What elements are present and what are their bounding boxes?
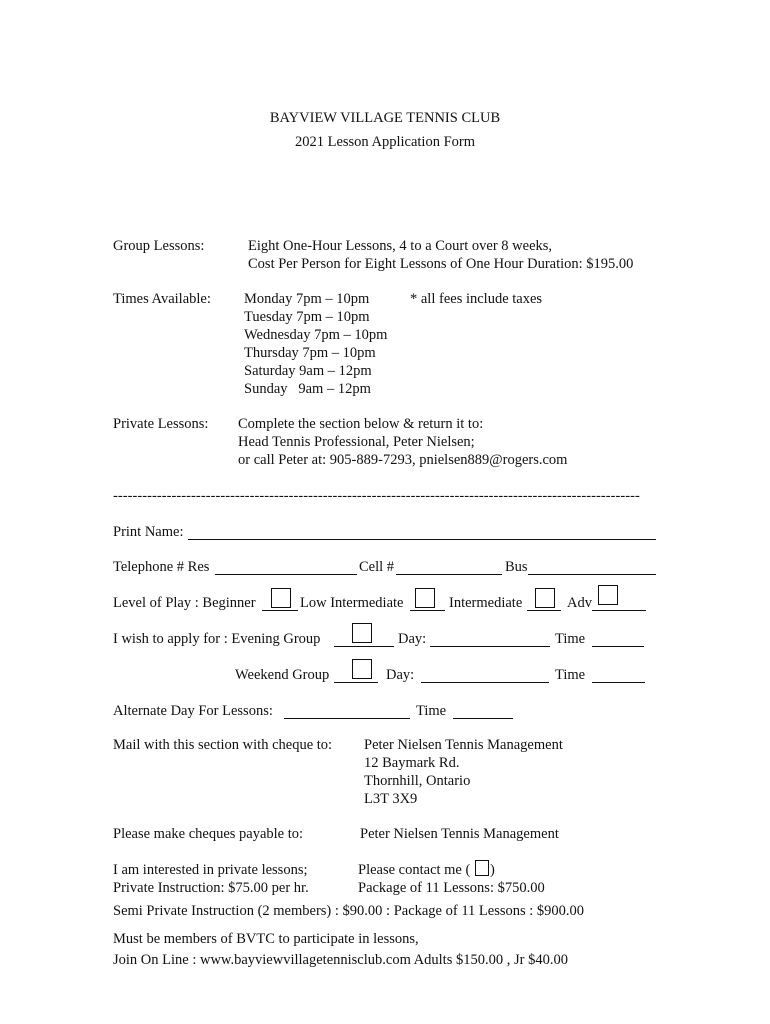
alternate-day-field[interactable] [284,718,410,719]
weekend-time-field[interactable] [592,682,645,683]
telephone-res-field[interactable] [215,574,357,575]
beginner-checkbox[interactable] [271,588,291,608]
contact-me-close: ) [490,862,495,878]
times-label: Times Available: [113,291,211,307]
adv-underline [592,610,646,611]
semi-private-price: Semi Private Instruction (2 members) : $90.00 : Package of 11 Lessons : $900.00 [113,903,585,919]
private-lessons-line3: or call Peter at: 905-889-7293, pnielsen889@rogers.com [238,452,568,468]
weekend-day-label: Day: [386,667,415,683]
join-online-note: Join On Line : www.bayviewvillagetennisclub.com Adults $150.00 , Jr $40.00 [113,952,568,968]
private-interest-label: I am interested in private lessons; [113,862,308,878]
cell-label: Cell # [359,559,395,575]
payable-label: Please make cheques payable to: [113,826,304,842]
adv-checkbox[interactable] [598,585,618,605]
weekend-day-field[interactable] [421,682,549,683]
evening-group-checkbox[interactable] [352,623,372,643]
alternate-day-label: Alternate Day For Lessons: [113,703,273,719]
private-lessons-line1: Complete the section below & return it to: [238,416,484,432]
low-intermediate-label: Low Intermediate [300,595,404,611]
fees-note: * all fees include taxes [410,291,543,307]
beginner-underline [262,610,298,611]
mail-address-line: 12 Baymark Rd. [364,755,460,771]
intermediate-checkbox[interactable] [535,588,555,608]
low-intermediate-underline [410,610,445,611]
private-lessons-label: Private Lessons: [113,416,209,432]
intermediate-underline [527,610,561,611]
print-name-field[interactable] [188,539,656,540]
alternate-time-field[interactable] [453,718,513,719]
telephone-res-label: Telephone # Res [113,559,210,575]
form-title: 2021 Lesson Application Form [294,134,476,150]
print-name-label: Print Name: [113,524,184,540]
evening-time-label: Time [555,631,586,647]
membership-note: Must be members of BVTC to participate in lessons, [113,931,419,947]
weekend-group-underline [334,682,378,683]
weekend-group-label: Weekend Group [235,667,330,683]
level-of-play-label: Level of Play : Beginner [113,595,256,611]
alternate-time-label: Time [416,703,447,719]
intermediate-label: Intermediate [449,595,523,611]
time-slot: Wednesday 7pm – 10pm [244,327,388,343]
cut-line-separator: ------------------------------------------------------------------------------------------------------------ [113,488,640,504]
evening-day-label: Day: [398,631,427,647]
time-slot: Saturday 9am – 12pm [244,363,372,379]
time-slot: Sunday 9am – 12pm [244,381,371,397]
evening-time-field[interactable] [592,646,644,647]
time-slot: Thursday 7pm – 10pm [244,345,376,361]
mail-address-line: Peter Nielsen Tennis Management [364,737,563,753]
club-name: BAYVIEW VILLAGE TENNIS CLUB [269,110,501,126]
bus-field[interactable] [528,574,656,575]
mail-label: Mail with this section with cheque to: [113,737,333,753]
payable-value: Peter Nielsen Tennis Management [360,826,559,842]
group-lessons-line2: Cost Per Person for Eight Lessons of One Hour Duration: $195.00 [248,256,634,272]
time-slot: Tuesday 7pm – 10pm [244,309,370,325]
group-lessons-line1: Eight One-Hour Lessons, 4 to a Court over 8 weeks, [248,238,553,254]
weekend-time-label: Time [555,667,586,683]
group-lessons-label: Group Lessons: [113,238,205,254]
cell-field[interactable] [396,574,502,575]
evening-day-field[interactable] [430,646,550,647]
time-slot: Monday 7pm – 10pm [244,291,370,307]
weekend-group-checkbox[interactable] [352,659,372,679]
adv-label: Adv [567,595,592,611]
low-intermediate-checkbox[interactable] [415,588,435,608]
private-instruction-price: Private Instruction: $75.00 per hr. [113,880,309,896]
apply-for-label: I wish to apply for : Evening Group [113,631,321,647]
contact-me-label: Please contact me ( [358,862,471,878]
contact-me-checkbox[interactable] [475,860,489,876]
evening-group-underline [334,646,394,647]
private-package-price: Package of 11 Lessons: $750.00 [358,880,545,896]
mail-address-line: L3T 3X9 [364,791,418,807]
bus-label: Bus [505,559,528,575]
mail-address-line: Thornhill, Ontario [364,773,471,789]
private-lessons-line2: Head Tennis Professional, Peter Nielsen; [238,434,475,450]
